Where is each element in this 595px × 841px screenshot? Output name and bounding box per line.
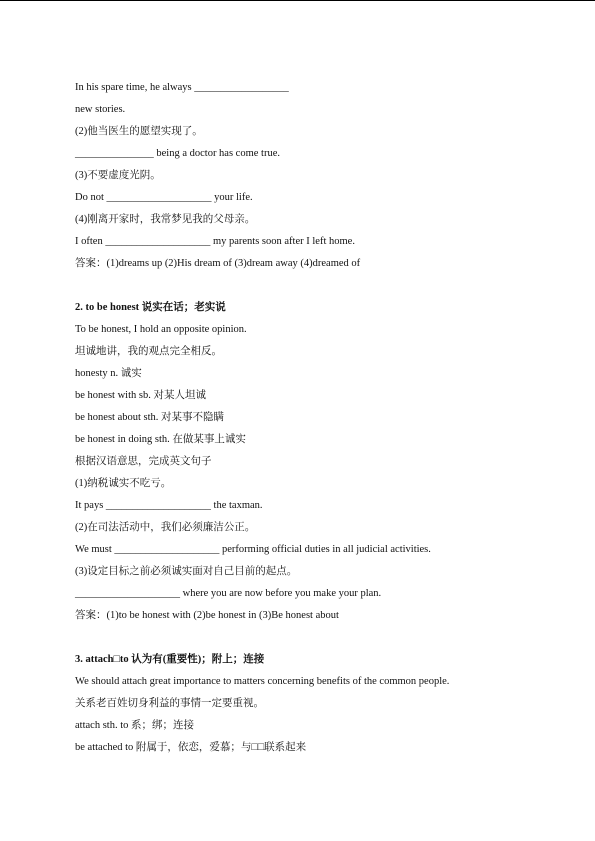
- section-line: (3)设定目标之前必须诚实面对自己目前的起点。: [75, 566, 298, 577]
- section-line: (1)纳税诚实不吃亏。: [75, 478, 172, 489]
- section-line: be honest about sth. 对某事不隐瞒: [75, 412, 225, 423]
- exercise-line: I often ____________________ my parents soon after I left home.: [75, 236, 355, 247]
- section-line: honesty n. 诚实: [75, 368, 142, 379]
- exercise-line: new stories.: [75, 104, 126, 115]
- answer-line: 答案：(1)to be honest with (2)be honest in (3)Be honest about: [75, 610, 339, 621]
- section-line: be honest with sb. 对某人坦诚: [75, 390, 206, 401]
- exercise-line: Do not ____________________ your life.: [75, 192, 253, 203]
- section-heading: 2. to be honest 说实在话；老实说: [75, 302, 226, 313]
- section-spacer: [75, 627, 575, 649]
- exercise-line: (2)他当医生的愿望实现了。: [75, 126, 203, 137]
- section-line: To be honest, I hold an opposite opinion.: [75, 324, 247, 335]
- exercise-line: _______________ being a doctor has come true.: [75, 148, 280, 159]
- answer-line: 答案：(1)dreams up (2)His dream of (3)dream away (4)dreamed of: [75, 258, 361, 269]
- section-line: ____________________ where you are now before you make your plan.: [75, 588, 382, 599]
- document-body: [75, 77, 575, 759]
- section-line: be honest in doing sth. 在做某事上诚实: [75, 434, 246, 445]
- section-spacer: [75, 275, 575, 297]
- section-line: We should attach great importance to matters concerning benefits of the common people.: [75, 676, 450, 687]
- exercise-line: (3)不要虚度光阴。: [75, 170, 161, 181]
- section-line: It pays ____________________ the taxman.: [75, 500, 263, 511]
- section-line: 坦诚地讲，我的观点完全相反。: [75, 346, 222, 357]
- section-line: attach sth. to 系；绑；连接: [75, 720, 194, 731]
- exercise-line: In his spare time, he always __________________: [75, 82, 289, 93]
- page-top-border: [0, 0, 595, 1]
- section-heading: 3. attach□to 认为有(重要性)；附上；连接: [75, 654, 265, 665]
- section-line: be attached to 附属于，依恋，爱慕；与□□联系起来: [75, 742, 307, 753]
- exercise-line: (4)刚离开家时，我常梦见我的父母亲。: [75, 214, 256, 225]
- section-line: 关系老百姓切身利益的事情一定要重视。: [75, 698, 264, 709]
- section-line: 根据汉语意思，完成英文句子: [75, 456, 212, 467]
- section-line: (2)在司法活动中，我们必须廉洁公正。: [75, 522, 256, 533]
- section-line: We must ____________________ performing official duties in all judicial activities.: [75, 544, 431, 555]
